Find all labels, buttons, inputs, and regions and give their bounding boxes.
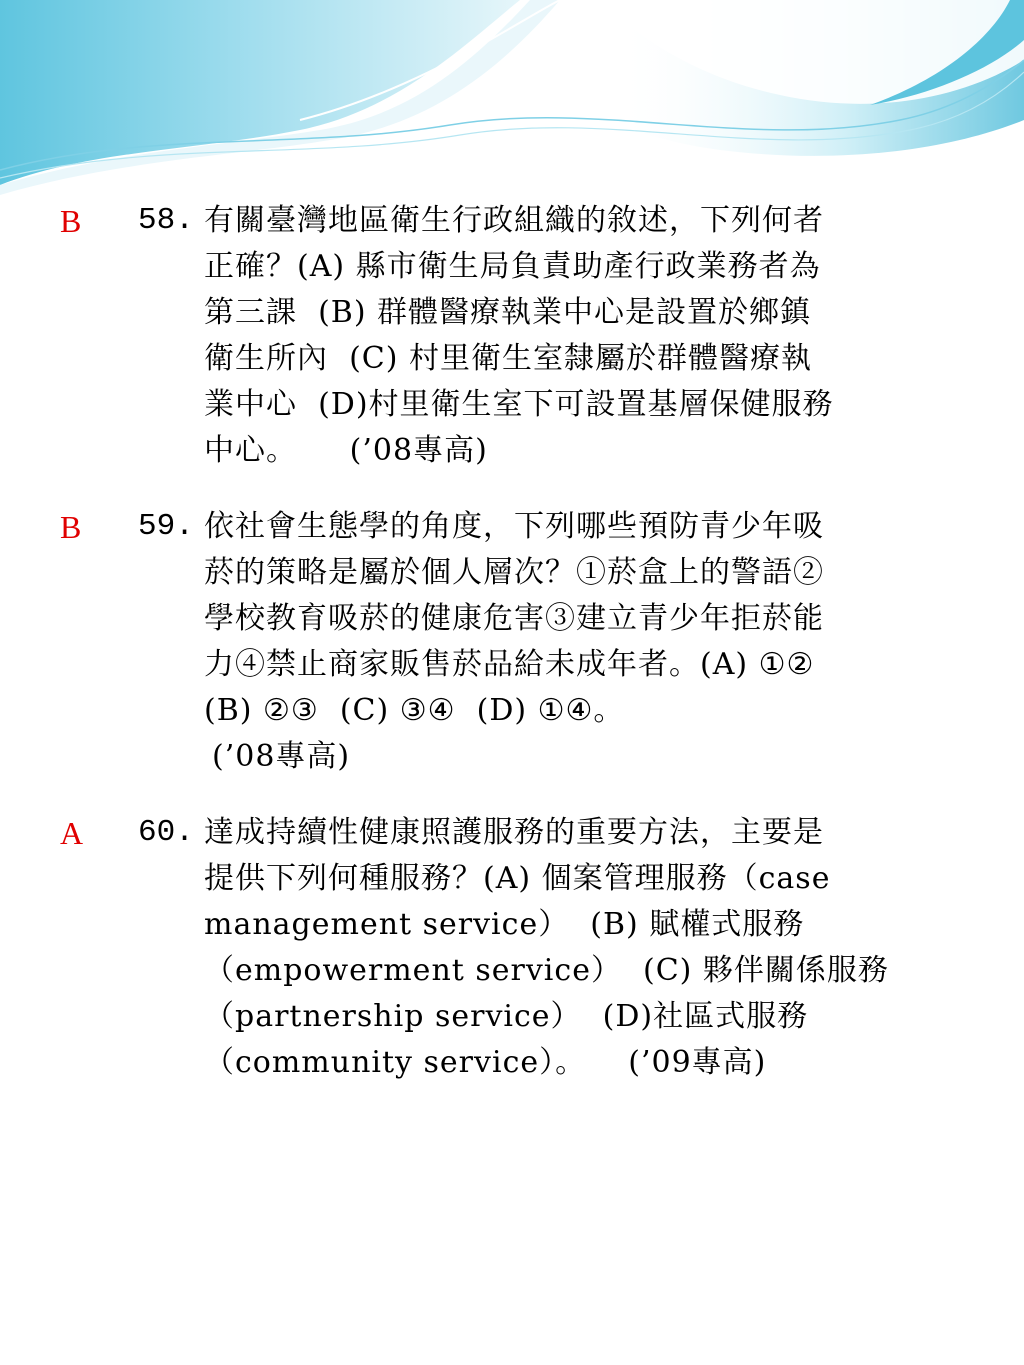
question-number: 58. bbox=[138, 203, 194, 238]
question-line: （empowerment service） (C) 夥伴關係服務 bbox=[204, 953, 889, 988]
question-line: 菸的策略是屬於個人層次？①菸盒上的警語② bbox=[204, 555, 824, 590]
question-number: 60. bbox=[138, 815, 194, 850]
question-line: 中心。 (’08專高) bbox=[204, 433, 488, 468]
answer-key: B bbox=[60, 203, 82, 239]
question-line: 提供下列何種服務？(A) 個案管理服務（case bbox=[204, 861, 831, 896]
question-line: （community service）。 (’09專高) bbox=[204, 1045, 767, 1080]
answer-key: A bbox=[60, 815, 84, 851]
question-line: 學校教育吸菸的健康危害③建立青少年拒菸能 bbox=[204, 601, 824, 636]
question-line: (’08專高) bbox=[212, 739, 351, 774]
question-line: 業中心 (D)村里衛生室下可設置基層保健服務 bbox=[204, 387, 834, 422]
question-line: 達成持續性健康照護服務的重要方法，主要是 bbox=[204, 815, 824, 850]
answer-key: B bbox=[60, 509, 82, 545]
question-line: (B) ②③ (C) ③④ (D) ①④。 bbox=[204, 693, 625, 728]
question-number: 59. bbox=[138, 509, 194, 544]
question-line: 依社會生態學的角度，下列哪些預防青少年吸 bbox=[204, 509, 824, 544]
question-line: management service） (B) 賦權式服務 bbox=[204, 907, 805, 942]
question-text bbox=[204, 198, 989, 474]
header-wave-decoration bbox=[0, 0, 1024, 200]
question-line: 正確？(A) 縣市衛生局負責助產行政業務者為 bbox=[204, 249, 821, 284]
question-text bbox=[204, 504, 989, 780]
question-line: 有關臺灣地區衛生行政組織的敘述，下列何者 bbox=[204, 203, 824, 238]
question-line: 衛生所內 (C) 村里衛生室隸屬於群體醫療執 bbox=[204, 341, 812, 376]
question-line: 第三課 (B) 群體醫療執業中心是設置於鄉鎮 bbox=[204, 295, 812, 330]
question-text bbox=[204, 810, 989, 1086]
question-line: 力④禁止商家販售菸品給未成年者。(A) ①② bbox=[204, 647, 815, 682]
question-line: （partnership service） (D)社區式服務 bbox=[204, 999, 809, 1034]
